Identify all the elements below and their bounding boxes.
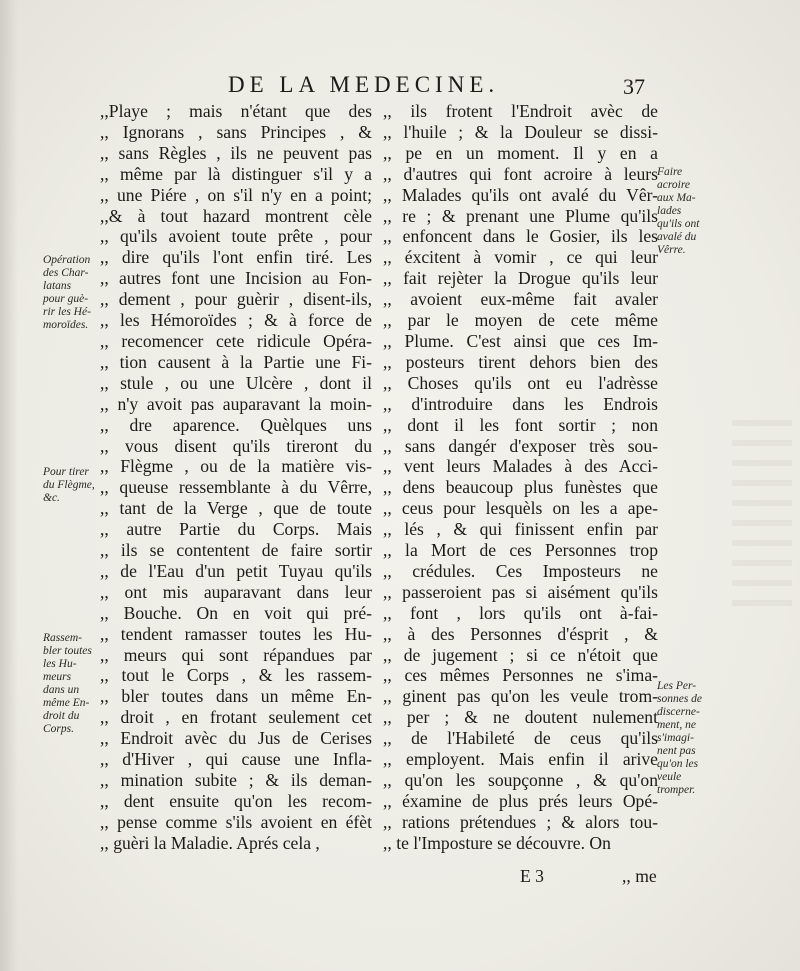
text-line: ,, qu'on les soupçonne , & qu'on (383, 770, 658, 790)
running-head: DE LA MEDECINE. (228, 72, 500, 97)
margin-note-line: qu'ils ont (657, 218, 700, 230)
text-line: ,, Plume. C'est ainsi que ces Im- (383, 330, 658, 351)
text-line: ,, recomencer cete ridicule Opéra- (100, 330, 372, 351)
text-line: ,, lés , & qui finissent enfin par (383, 519, 658, 540)
text-line: ,, de l'Eau d'un petit Tuyau qu'ils (100, 560, 372, 581)
text-line: ,, fait rejèter la Drogue qu'ils leur (383, 268, 658, 289)
text-line: ,, per ; & ne doutent nulement (383, 707, 658, 728)
text-line: ,, Flègme , ou de la matière vis- (100, 456, 372, 477)
margin-note-left (43, 254, 101, 332)
text-line: ,, dire qu'ils l'ont enfin tiré. Les (100, 247, 372, 268)
margin-note-line: discerne- (657, 706, 700, 718)
text-line: ,, dre aparence. Quèlques uns (100, 414, 372, 435)
text-line: ,, éxcitent à vomir , ce qui leur (383, 247, 658, 268)
margin-note-line: droit du (43, 710, 80, 722)
text-line: ,, enfoncent dans le Gosier, ils les (383, 226, 658, 247)
margin-note-line: Opération (43, 254, 91, 266)
text-line: ,, ces mêmes Personnes ne s'ima- (383, 665, 658, 686)
margin-note-line: pour guè- (43, 293, 89, 305)
text-line: ,, dement , pour guèrir , disent-ils, (100, 289, 372, 310)
text-line: ,, rations prétendues ; & alors tou- (383, 811, 658, 832)
text-line: ,, dent ensuite qu'on les recom- (100, 790, 372, 811)
margin-note-line: moroïdes. (43, 319, 89, 331)
margin-note-line: s'imagi- (657, 732, 694, 744)
gutter-shadow (0, 0, 18, 971)
margin-note-line: Pour tirer (43, 466, 89, 478)
margin-note-line: ment, ne (657, 719, 696, 731)
margin-note-right (657, 680, 727, 797)
margin-note-line: sonnes de (657, 693, 703, 705)
margin-note-line: du Flègme, (43, 479, 95, 491)
text-line: ,, autre Partie du Corps. Mais (100, 519, 372, 540)
margin-note-line: Rassem- (43, 632, 82, 644)
text-line: ,, vous disent qu'ils tireront du (100, 435, 372, 456)
text-line: ,, qu'ils avoient toute prête , pour (100, 226, 372, 247)
text-line: ,, autres font une Incision au Fon- (100, 268, 372, 289)
text-line: ,, avoient eux-même fait avaler (383, 289, 658, 310)
text-line: ,, employent. Mais enfin il arive (383, 749, 658, 770)
text-line: ,, bler toutes dans un même En- (100, 686, 372, 707)
text-line: ,,& à tout hazard montrent cèle (100, 205, 372, 226)
text-line: ,, meurs qui sont répandues par (100, 644, 372, 665)
margin-note-line: acroire (657, 179, 691, 191)
text-line: ,, une Piére , on s'il n'y en a point; (100, 184, 372, 205)
text-line: ,, la Mort de ces Personnes trop (383, 540, 658, 561)
text-line: ,, ils se contentent de faire sortir (100, 540, 372, 561)
text-line: ,, d'Hiver , qui cause une Infla- (100, 749, 372, 770)
text-line: ,, sans dangér d'exposer très sou- (383, 435, 658, 456)
text-line: ,, stule , ou une Ulcère , dont il (100, 372, 372, 393)
text-line: ,, font , lors qu'ils ont à-fai- (383, 602, 658, 623)
text-line: ,, tout le Corps , & les rassem- (100, 665, 372, 686)
margin-note-line: même En- (43, 697, 90, 709)
catchword: ,, me (622, 866, 657, 886)
margin-note-left (43, 632, 101, 736)
text-line: ,, ginent pas qu'on les veule trom- (383, 686, 658, 707)
text-line: ,,Playe ; mais n'étant que des (100, 101, 372, 121)
margin-note-line: Faire (657, 166, 683, 178)
text-line: ,, Bouche. On en voit qui pré- (100, 602, 372, 623)
text-line: ,, vent leurs Malades à des Acci- (383, 456, 658, 477)
margin-note-line: &c. (43, 492, 60, 504)
text-line: ,, queuse ressemblante à du Vêrre, (100, 477, 372, 498)
right-text-column (383, 101, 658, 854)
text-line: ,, ceus pour lesquèls on les a ape- (383, 498, 658, 519)
margin-note-line: nent pas (657, 745, 696, 757)
text-line: ,, guèri la Maladie. Aprés cela , (100, 832, 320, 853)
text-line: ,, tendent ramasser toutes les Hu- (100, 623, 372, 644)
margin-note-line: dans un (43, 684, 80, 696)
text-line: ,, droit , en frotant seulement cet (100, 707, 372, 728)
text-line: ,, crédules. Ces Imposteurs ne (383, 560, 658, 581)
text-line: ,, tant de la Verge , que de toute (100, 498, 372, 519)
margin-note-right (657, 166, 727, 257)
text-line: ,, dens beaucoup plus funèstes que (383, 477, 658, 498)
margin-note-line: qu'on les (657, 758, 699, 770)
margin-note-left (43, 466, 101, 505)
text-line: ,, par le moyen de cete même (383, 310, 658, 331)
margin-note-line: Les Per- (657, 680, 697, 692)
left-text-column (100, 101, 372, 854)
text-line: ,, n'y avoit pas auparavant la moin- (100, 393, 372, 414)
text-line: ,, éxamine de plus prés leurs Opé- (383, 790, 658, 811)
text-line: ,, de l'Habileté de ceus qu'ils (383, 728, 658, 749)
text-line: ,, posteurs tirent dehors bien des (383, 351, 658, 372)
text-line: ,, passeroient pas si aisément qu'ils (383, 581, 658, 602)
text-line: ,, mination subite ; & ils deman- (100, 770, 372, 790)
text-line: ,, pense comme s'ils avoient en éfèt (100, 811, 372, 832)
margin-note-line: rir les Hé- (43, 306, 91, 318)
text-line: ,, Malades qu'ils ont avalé du Vêr- (383, 184, 658, 205)
margin-note-line: aux Ma- (657, 192, 696, 204)
text-line: ,, de jugement ; si ce n'étoit que (383, 644, 658, 665)
text-line: ,, sans Règles , ils ne peuvent pas (100, 142, 372, 163)
margin-note-line: Vêrre. (657, 244, 686, 256)
text-line: ,, Choses qu'ils ont eu l'adrèsse (383, 372, 658, 393)
text-line: ,, te l'Imposture se découvre. On (383, 832, 611, 853)
text-line: ,, dont il les font sortir ; non (383, 414, 658, 435)
text-line: ,, même par là distinguer s'il y a (100, 163, 372, 184)
signature-mark: E 3 (520, 866, 544, 886)
text-line: ,, pe en un moment. Il y en a (383, 142, 658, 163)
bleed-through-texture (732, 420, 792, 620)
text-line: ,, d'autres qui font acroire à leurs (383, 163, 658, 184)
margin-note-line: veule (657, 771, 682, 783)
margin-note-line: tromper. (657, 784, 696, 796)
text-line: ,, ils frotent l'Endroit avèc de (383, 101, 658, 121)
margin-note-line: meurs (43, 671, 72, 683)
margin-note-line: lades (657, 205, 682, 217)
text-line: ,, re ; & prenant une Plume qu'ils (383, 205, 658, 226)
text-line: ,, Ignorans , sans Principes , & (100, 121, 372, 142)
text-line: ,, ont mis auparavant dans leur (100, 581, 372, 602)
margin-note-line: latans (43, 280, 72, 292)
text-line: ,, d'introduire dans les Endrois (383, 393, 658, 414)
margin-note-line: bler toutes (43, 645, 92, 657)
text-line: ,, à des Personnes d'ésprit , & (383, 623, 658, 644)
margin-note-line: Corps. (43, 723, 74, 735)
text-line: ,, Endroit avèc du Jus de Cerises (100, 728, 372, 749)
margin-note-line: les Hu- (43, 658, 77, 670)
text-line: ,, tion causent à la Partie une Fi- (100, 351, 372, 372)
margin-note-line: avalé du (657, 231, 697, 243)
text-line: ,, les Hémoroïdes ; & à force de (100, 310, 372, 331)
page-number: 37 (623, 74, 645, 99)
text-line: ,, l'huile ; & la Douleur se dissi- (383, 121, 658, 142)
margin-note-line: des Char- (43, 267, 89, 279)
